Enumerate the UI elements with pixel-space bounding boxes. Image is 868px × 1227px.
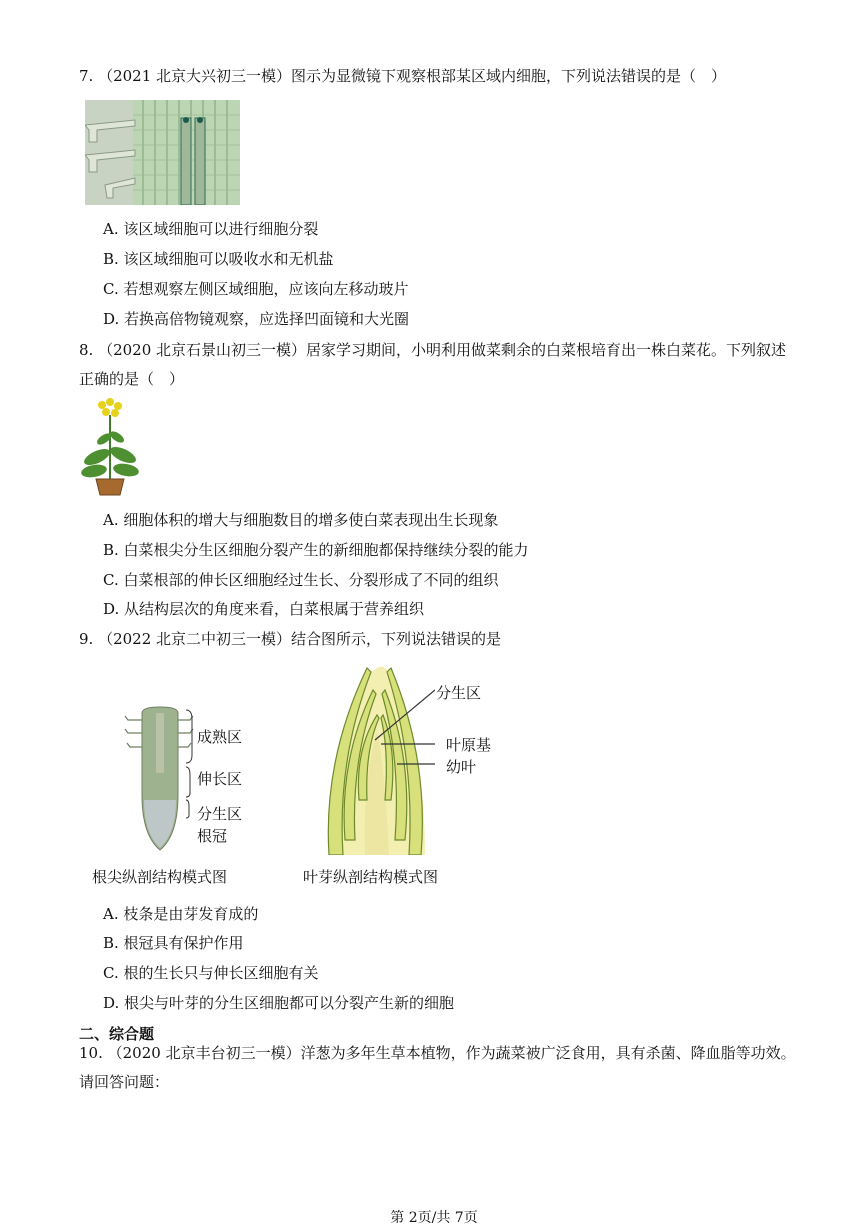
q7-option-b: B. 该区域细胞可以吸收水和无机盐 xyxy=(103,250,334,268)
root-label-meristem-zone: 分生区 xyxy=(197,805,243,823)
q9-option-b: B. 根冠具有保护作用 xyxy=(103,934,244,952)
leaf-bud-diagram xyxy=(325,660,435,855)
bud-label-young-leaf: 幼叶 xyxy=(446,758,477,776)
q8-option-c: C. 白菜根部的伸长区细胞经过生长、分裂形成了不同的组织 xyxy=(103,571,499,589)
root-label-maturation-zone: 成熟区 xyxy=(197,728,243,746)
q8-option-a: A. 细胞体积的增大与细胞数目的增多使白菜表现出生长现象 xyxy=(103,511,499,529)
q9-stem: 9. （2022 北京二中初三一模）结合图所示，下列说法错误的是 xyxy=(79,630,502,648)
q8-stem-line2: 正确的是（ ） xyxy=(79,370,185,388)
q9-option-a: A. 枝条是由芽发育成的 xyxy=(103,905,259,923)
leaf-bud-caption: 叶芽纵剖结构模式图 xyxy=(303,868,439,886)
q8-stem-line1: 8. （2020 北京石景山初三一模）居家学习期间，小明利用做菜剩余的白菜根培育出一株白菜花。下列叙述 xyxy=(79,341,787,359)
root-label-elongation-zone: 伸长区 xyxy=(197,770,243,788)
q7-option-c: C. 若想观察左侧区域细胞，应该向左移动玻片 xyxy=(103,280,409,298)
microscope-image xyxy=(85,100,240,205)
q7-stem: 7. （2021 北京大兴初三一模）图示为显微镜下观察根部某区域内细胞，下列说法错误的是（ ） xyxy=(79,67,727,85)
page-number: 第 2页/共 7页 xyxy=(390,1210,478,1226)
q9-option-c: C. 根的生长只与伸长区细胞有关 xyxy=(103,964,319,982)
q8-option-d: D. 从结构层次的角度来看，白菜根属于营养组织 xyxy=(103,600,425,618)
q7-option-d: D. 若换高倍物镜观察，应选择凹面镜和大光圈 xyxy=(103,310,410,328)
root-tip-caption: 根尖纵剖结构模式图 xyxy=(92,868,228,886)
bud-label-leaf-primordium: 叶原基 xyxy=(446,736,492,754)
q9-option-d: D. 根尖与叶芽的分生区细胞都可以分裂产生新的细胞 xyxy=(103,994,455,1012)
q7-option-a: A. 该区域细胞可以进行细胞分裂 xyxy=(103,220,319,238)
section-title: 二、综合题 xyxy=(79,1025,155,1043)
bud-label-meristem-zone: 分生区 xyxy=(436,684,482,702)
q8-option-b: B. 白菜根尖分生区细胞分裂产生的新细胞都保持继续分裂的能力 xyxy=(103,541,529,559)
root-label-root-cap: 根冠 xyxy=(197,827,228,845)
q10-stem-line1: 10. （2020 北京丰台初三一模）洋葱为多年生草本植物，作为蔬菜被广泛食用，具有杀菌、降血脂等功效。 xyxy=(79,1044,796,1062)
cabbage-flower-image xyxy=(80,397,140,497)
q10-stem-line2: 请回答问题： xyxy=(79,1073,170,1091)
